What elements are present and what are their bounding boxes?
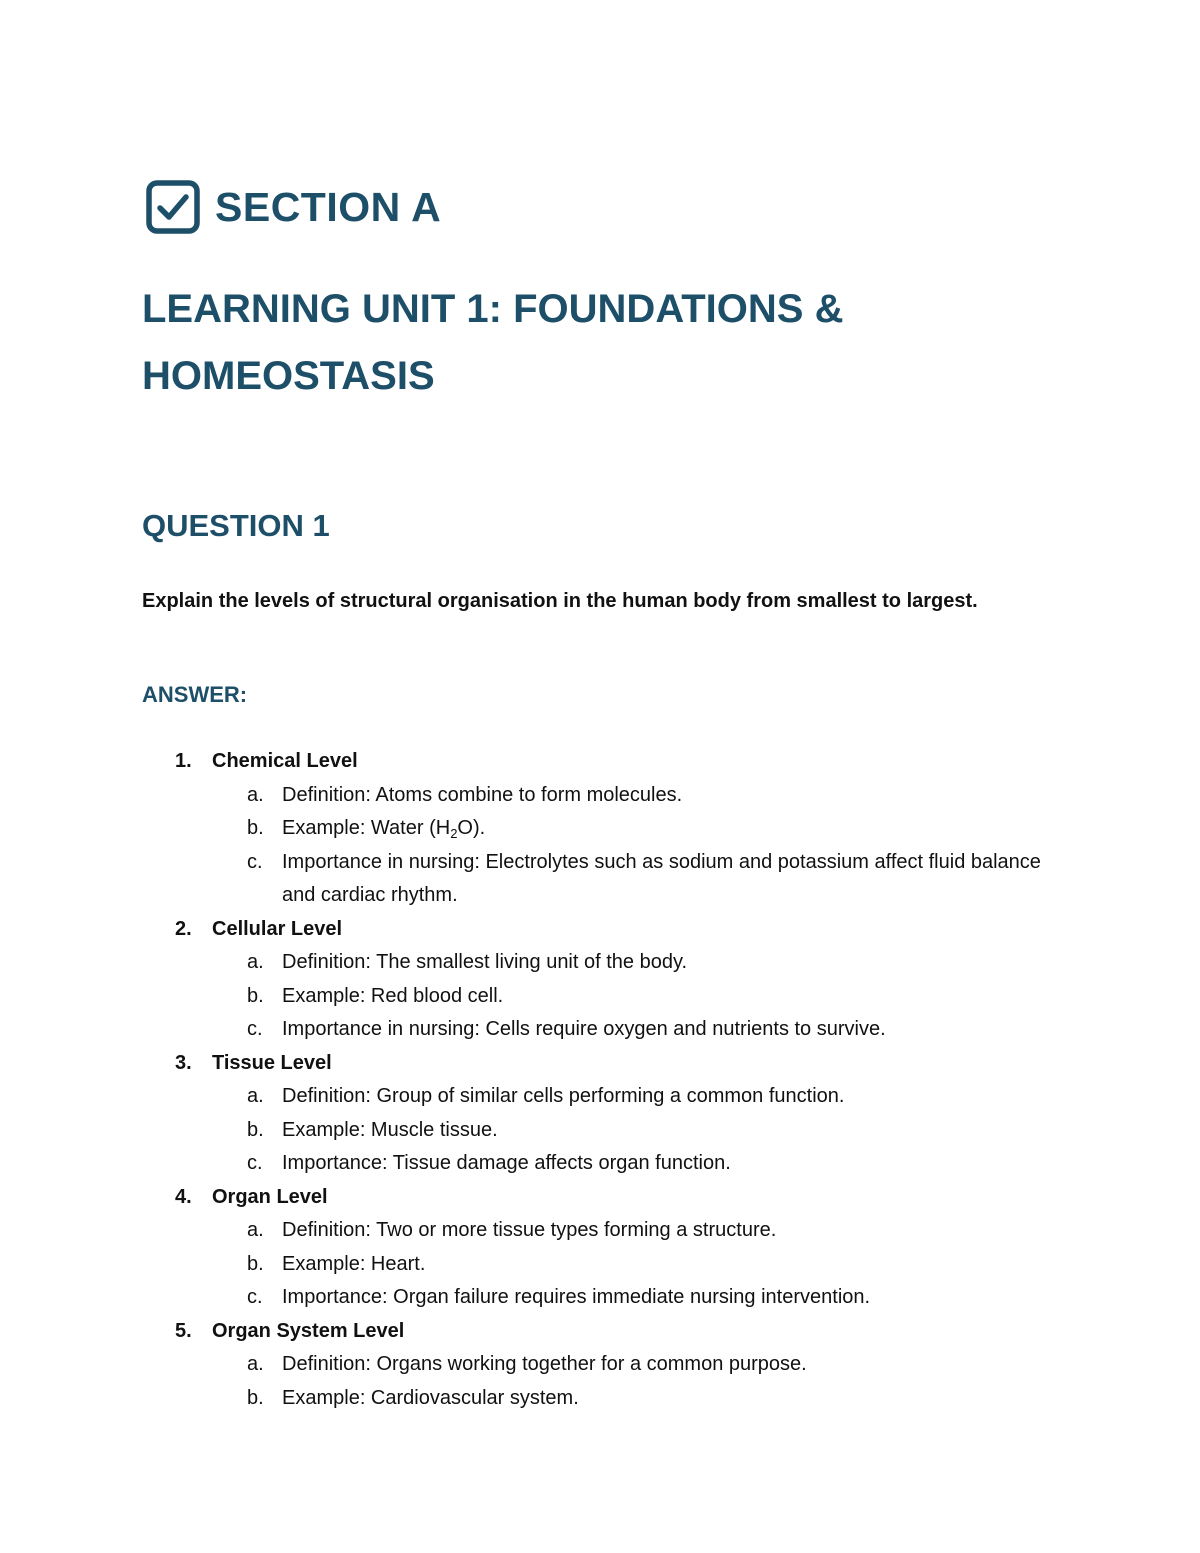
sub-item (212, 1248, 1055, 1282)
sub-text: Importance: Organ failure requires immediate nursing intervention. (282, 1286, 871, 1308)
sub-text: Definition: The smallest living unit of the body. (282, 951, 688, 973)
level-number: 3. (175, 1051, 192, 1074)
level-name: Chemical Level (212, 750, 358, 772)
sub-letter: c. (247, 1152, 263, 1174)
answer-label: ANSWER: (142, 682, 248, 707)
sub-text: Importance in nursing: Cells require oxygen and nutrients to survive. (282, 1018, 886, 1040)
level-item (175, 1315, 1055, 1416)
sub-text: Importance: Tissue damage affects organ function. (282, 1152, 731, 1174)
sub-item (212, 1114, 1055, 1148)
sub-text: Definition: Atoms combine to form molecules. (282, 783, 683, 806)
sub-item (212, 1281, 1055, 1315)
level-name: Cellular Level (212, 917, 343, 940)
sub-letter: c. (247, 850, 263, 873)
sub-letter: a. (247, 783, 264, 806)
sub-item (212, 1382, 1055, 1416)
sub-letter: b. (247, 817, 264, 839)
sub-list (212, 1080, 1055, 1181)
sub-item (212, 1080, 1055, 1114)
question-text: Explain the levels of structural organisation in the human body from smallest to largest. (142, 590, 978, 612)
sub-letter: c. (247, 1018, 263, 1040)
level-name: Organ Level (212, 1185, 328, 1208)
section-title: SECTION A (215, 183, 442, 230)
sub-text: Definition: Group of similar cells performing a common function. (282, 1085, 845, 1107)
sub-letter: a. (247, 1353, 264, 1375)
sub-item (212, 946, 1055, 980)
level-name: Tissue Level (212, 1051, 332, 1074)
sub-item (212, 1348, 1055, 1382)
level-number: 1. (175, 750, 192, 772)
sub-list (212, 1214, 1055, 1315)
level-item (175, 1181, 1055, 1315)
level-name: Organ System Level (212, 1319, 405, 1342)
level-item (175, 913, 1055, 1047)
sub-text: Example: Water (H (282, 817, 451, 839)
sub-text: Importance in nursing: Electrolytes such as sodium and potassium affect fluid balance and cardiac rhythm. (282, 850, 1041, 906)
sub-item (212, 812, 1055, 846)
subscript: 2 (450, 826, 458, 841)
sub-letter: a. (247, 1085, 264, 1107)
sub-letter: b. (247, 1386, 264, 1409)
section-heading (145, 178, 441, 236)
sub-text: O). (457, 817, 486, 839)
sub-text: Example: Heart. (282, 1252, 426, 1275)
sub-list (212, 779, 1055, 913)
sub-item (212, 846, 1055, 913)
sub-text: Example: Red blood cell. (282, 984, 504, 1007)
unit-title: LEARNING UNIT 1: FOUNDATIONS & HOMEOSTASIS (142, 287, 844, 398)
level-number: 2. (175, 917, 192, 940)
sub-text: Example: Muscle tissue. (282, 1118, 498, 1141)
sub-list (212, 946, 1055, 1047)
sub-item (212, 779, 1055, 813)
level-item (175, 1047, 1055, 1181)
level-item (175, 745, 1055, 913)
question-title: QUESTION 1 (142, 508, 330, 543)
level-number: 4. (175, 1185, 192, 1208)
sub-item (212, 1214, 1055, 1248)
sub-letter: a. (247, 951, 264, 973)
checkbox-checked-icon (145, 179, 201, 235)
sub-item (212, 980, 1055, 1014)
sub-list (212, 1348, 1055, 1415)
sub-letter: b. (247, 1118, 264, 1141)
sub-item (212, 1013, 1055, 1047)
sub-letter: a. (247, 1219, 264, 1241)
sub-text: Definition: Two or more tissue types forming a structure. (282, 1219, 777, 1241)
level-number: 5. (175, 1319, 192, 1342)
sub-text: Definition: Organs working together for a common purpose. (282, 1353, 807, 1375)
levels-list (175, 745, 1055, 1415)
sub-letter: b. (247, 1252, 264, 1275)
sub-item (212, 1147, 1055, 1181)
sub-text: Example: Cardiovascular system. (282, 1386, 579, 1409)
sub-letter: c. (247, 1286, 263, 1308)
sub-letter: b. (247, 984, 264, 1007)
